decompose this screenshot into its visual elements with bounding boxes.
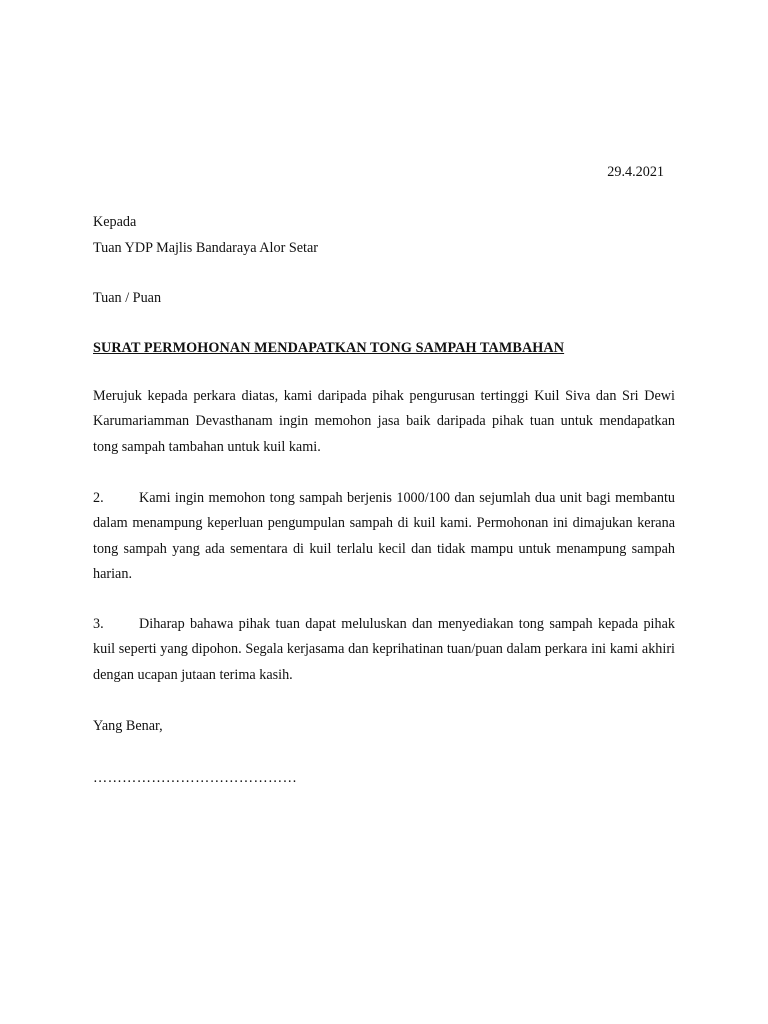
- paragraph-2: [93, 486, 675, 587]
- salutation: Tuan / Puan: [93, 290, 162, 306]
- paragraph-3-text: Diharap bahawa pihak tuan dapat meluluskan dan menyediakan tong sampah kepada pihak kuil seperti yang dipohon. Segala kerjasama dan keprihatinan tuan/puan dalam perkara ini kami akhiri dengan ucapan jutaan terima kasih.: [93, 616, 675, 683]
- letter-subject: SURAT PERMOHONAN MENDAPATKAN TONG SAMPAH TAMBAHAN: [93, 340, 565, 356]
- recipient-name: Tuan YDP Majlis Bandaraya Alor Setar: [93, 240, 319, 256]
- paragraph-2-text: Kami ingin memohon tong sampah berjenis 1000/100 dan sejumlah dua unit bagi membantu dalam menampung keperluan pengumpulan sampah di kuil kami. Permohonan ini dimajukan kerana tong sampah yang ada sementara di kuil terlalu kecil dan tidak mampu untuk menampung sampah harian.: [93, 490, 675, 582]
- paragraph-2-number: 2.: [93, 490, 104, 506]
- recipient-title: Kepada: [93, 214, 137, 230]
- paragraph-1-text: Merujuk kepada perkara diatas, kami daripada pihak pengurusan tertinggi Kuil Siva dan Sri Dewi Karumariamman Devasthanam ingin memohon jasa baik daripada pihak tuan untuk mendapatkan tong sampah tambahan untuk kuil kami.: [93, 388, 675, 455]
- paragraph-3: [93, 612, 675, 688]
- closing: Yang Benar,: [93, 718, 163, 734]
- letter-date: 29.4.2021: [607, 164, 664, 180]
- signature-line: ……………………………………: [93, 770, 298, 786]
- paragraph-3-number: 3.: [93, 616, 104, 632]
- paragraph-1: [93, 384, 675, 460]
